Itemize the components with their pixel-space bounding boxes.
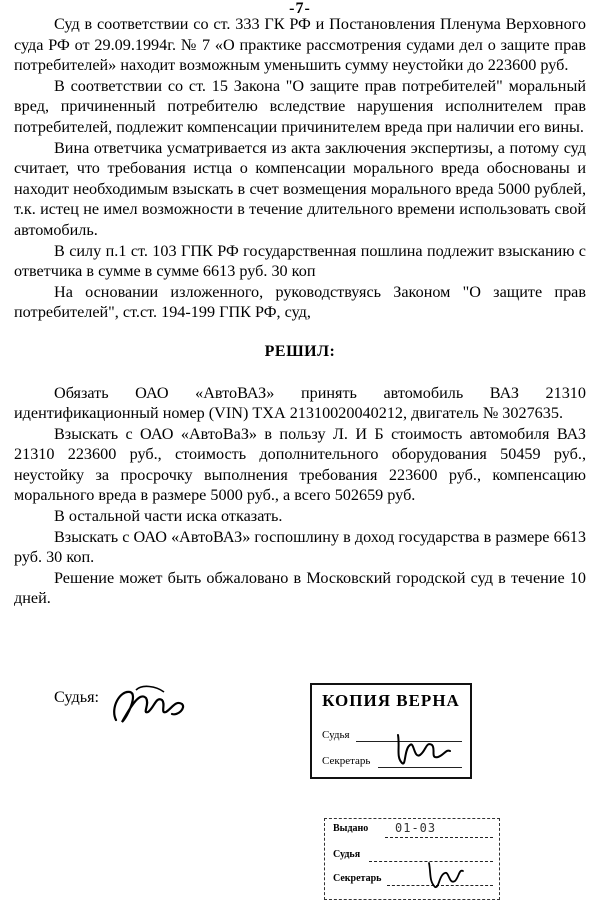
stamp-judge-label: Судья — [322, 729, 350, 741]
judge-signature-label: Судья: — [54, 688, 100, 706]
secretary-signature-icon — [392, 729, 452, 773]
paragraph-moral-damage-law: В соответствии со ст. 15 Закона "О защите прав потребителей" моральный вред, причиненный потребителю вследствие нарушения исполнителем прав потребителей, подлежит компенсации причинителем вреда при наличии его вины. — [14, 76, 586, 136]
decision-accept-car: Обязать ОАО «АвтоВАЗ» принять автомобиль ВАЗ 21310 идентификационный номер (VIN) ТХА 21310020040212, двигатель № 3027635. — [14, 383, 586, 423]
paragraph-penalty-reduction: Суд в соответствии со ст. 333 ГК РФ и Постановления Пленума Верховного суда РФ от 29.09.1994г. № 7 «О практике рассмотрения судами дел о защите прав потребителей» находит возможным уменьшить сумму неустойки до 223600 руб. — [14, 15, 586, 75]
stamp-secretary-label: Секретарь — [322, 755, 371, 767]
judge-signature-icon — [106, 682, 192, 728]
issued-date: 01-03 — [395, 821, 437, 835]
paragraph-grounds: На основании изложенного, руководствуясь Законом "О защите прав потребителей", ст.ст. 194-199 ГПК РФ, суд, — [14, 282, 586, 322]
issued-secretary-label: Секретарь — [333, 873, 382, 884]
decision-recover-sums: Взыскать с ОАО «АвтоВаЗ» в пользу Л. И Б стоимость автомобиля ВАЗ 21310 223600 руб., стоимость дополнительного оборудования 50459 руб., неустойку за просрочку выполнения требования 223600 руб., компенсацию морального вреда в размере 5000 руб., а всего 502659 руб. — [14, 424, 586, 505]
issued-stamp — [324, 818, 500, 900]
certified-copy-stamp — [310, 683, 472, 779]
stamp-title: КОПИЯ ВЕРНА — [322, 691, 460, 710]
paragraph-defendant-fault: Вина ответчика усматривается из акта заключения экспертизы, а потому суд считает, что требования истца о компенсации морального вреда обоснованы и находит необходимым взыскать в счет возмещения морального вреда 5000 рублей, т.к. истец не имел возможности в течение длительного времени использовать свой автомобиль. — [14, 138, 586, 239]
decision-appeal: Решение может быть обжаловано в Московский городской суд в течение 10 дней. — [14, 568, 586, 608]
paragraph-state-duty: В силу п.1 ст. 103 ГПК РФ государственная пошлина подлежит взысканию с ответчика в сумме в сумме 6613 руб. 30 коп — [14, 241, 586, 281]
issued-judge-label: Судья — [333, 849, 361, 860]
decision-deny-rest: В остальной части иска отказать. — [54, 507, 283, 526]
issued-label: Выдано — [333, 823, 369, 834]
decision-state-fee: Взыскать с ОАО «АвтоВАЗ» госпошлину в доход государства в размере 6613 руб. 30 коп. — [14, 527, 586, 567]
page-number: -7- — [289, 0, 311, 17]
document-body — [14, 14, 586, 609]
decision-heading: РЕШИЛ: — [264, 342, 336, 360]
issued-signature-icon — [425, 859, 465, 893]
